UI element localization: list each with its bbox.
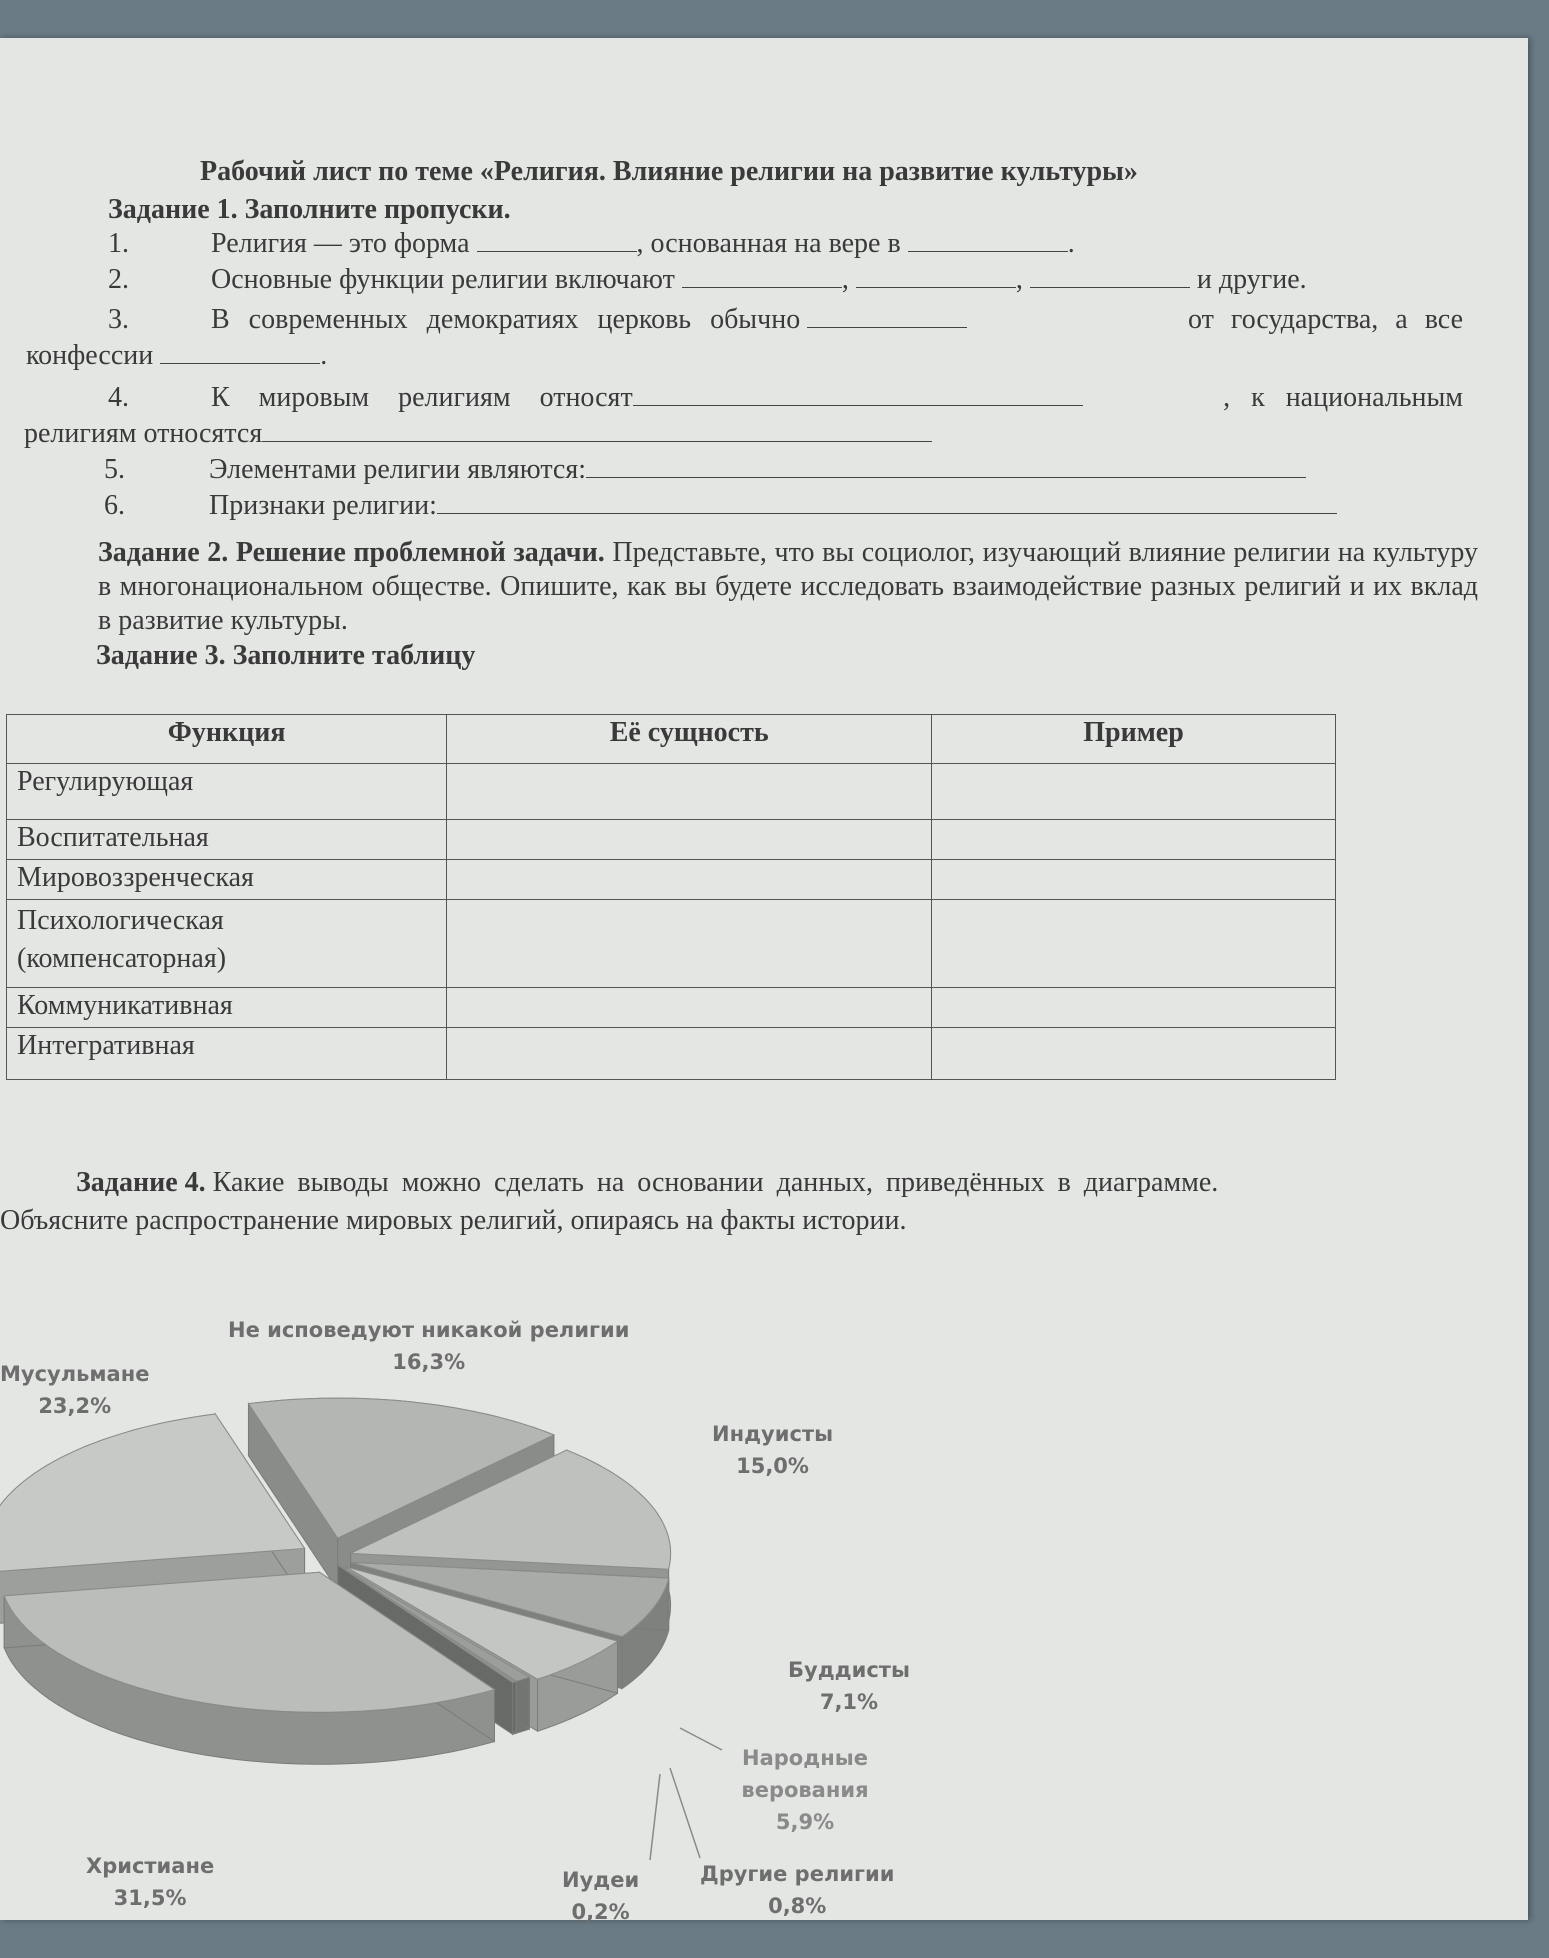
task2-text: Представьте, что вы социолог, изучающий влияние религии на культуру в многонациональном обществе. Опишите, как вы будете исследовать взаимодействие разных религий и их вклад в развитие культуры. [98,537,1479,636]
label-hindus [712,1418,833,1482]
function-name: Психологическая (компенсаторная) [7,900,447,988]
item-text: , [1015,264,1023,295]
function-name: Интегративная [7,1028,447,1080]
leader-line [680,1728,722,1750]
task3-heading: Задание 3. Заполните таблицу [96,640,476,671]
essence-cell[interactable] [447,820,932,860]
example-cell[interactable] [932,1028,1336,1080]
fill-blank[interactable] [437,512,1337,514]
slice-value: 23,2% [38,1394,112,1418]
task1-item-4 [108,382,1463,414]
example-cell[interactable] [932,988,1336,1028]
label-muslims [0,1358,149,1422]
label-jews [562,1864,639,1928]
item-text: религиям относятся [24,418,263,449]
item-number: 6. [104,490,125,521]
slice-value: 31,5% [113,1886,187,1910]
worksheet-title: Рабочий лист по теме «Религия. Влияние религии на развитие культуры» [200,156,1138,187]
fill-blank[interactable] [586,476,1306,478]
slice-label: Иудеи [562,1868,640,1892]
item-text: . [1067,228,1075,259]
slice-value: 0,2% [571,1900,630,1924]
label-other-religions [700,1858,894,1922]
slice-value: 15,0% [736,1454,809,1478]
slice-label: Индуисты [712,1422,834,1446]
item-number: 4. [108,382,129,413]
table-header-row [7,715,1336,764]
worksheet-page [0,38,1528,1924]
table-row [7,900,1336,988]
essence-cell[interactable] [447,988,932,1028]
item-text: Элементами религии являются: [209,454,586,485]
fill-blank[interactable] [682,286,842,288]
leader-line [650,1774,660,1860]
task1-item-3 [108,304,1463,336]
task1-heading: Задание 1. Заполните пропуски. [108,194,511,225]
table-row [7,860,1336,900]
fill-blank[interactable] [633,404,1083,406]
slice-label: Буддисты [788,1658,910,1682]
function-name: Коммуникативная [7,988,447,1028]
example-cell[interactable] [932,820,1336,860]
table-row [7,764,1336,820]
label-christians [86,1850,214,1914]
slice-label: Не исповедуют никакой религии [228,1318,630,1342]
column-header-function: Функция [7,715,447,764]
item-text: , основанная на вере в [636,228,901,259]
column-header-example: Пример [932,715,1336,764]
task1-item-2 [108,264,1307,296]
item-number: 2. [108,264,129,295]
label-no-religion [228,1314,629,1378]
item-number: 3. [108,304,129,335]
slice-label: Мусульмане [0,1362,150,1386]
slice-value: 5,9% [775,1810,835,1834]
item-text: В современных демократиях церковь обычно [211,304,801,335]
slice-label: Народные верования [741,1746,869,1802]
essence-cell[interactable] [447,860,932,900]
label-buddhists [788,1654,910,1718]
task1-item-5 [104,454,1306,486]
task4-heading: Задание 4. [76,1167,206,1198]
fill-blank[interactable] [477,250,637,252]
essence-cell[interactable] [447,764,932,820]
task1-item-1 [108,228,1075,260]
task4-block [0,1164,1510,1240]
slice-value: 0,8% [768,1894,827,1918]
table-row [7,1028,1336,1080]
item-number: 5. [104,454,125,485]
essence-cell[interactable] [447,900,932,988]
leader-line [670,1768,700,1858]
item-text: К мировым религиям относят [211,382,633,413]
item-text: , [841,264,849,295]
column-header-essence: Её сущность [447,715,932,764]
task2-block [98,536,1478,638]
fill-blank[interactable] [807,326,967,328]
task1-item-6 [104,490,1337,522]
functions-table [6,714,1336,1080]
item-text: конфессии [26,340,154,371]
function-name: Мировоззренческая [7,860,447,900]
task1-item-3-cont [26,340,327,372]
fill-blank[interactable] [262,440,932,442]
item-text: . [320,340,328,371]
item-text: от государства, а все [1188,304,1463,335]
item-number: 1. [108,228,129,259]
fill-blank[interactable] [856,286,1016,288]
item-text: Признаки религии: [209,490,437,521]
slice-value: 16,3% [392,1350,466,1374]
slice-label: Другие религии [700,1862,895,1886]
slice-label: Христиане [86,1854,215,1878]
item-text: Религия — это форма [211,228,470,259]
label-folk-beliefs [740,1742,870,1838]
task2-heading: Задание 2. Решение проблемной задачи. [98,537,605,568]
fill-blank[interactable] [908,250,1068,252]
religions-pie-chart [0,1298,940,1958]
table-row [7,988,1336,1028]
item-text: , к национальным [1223,382,1463,413]
slice-value: 7,1% [819,1690,879,1714]
essence-cell[interactable] [447,1028,932,1080]
example-cell[interactable] [932,900,1336,988]
item-text: Основные функции религии включают [211,264,675,295]
item-text: и другие. [1196,264,1307,295]
task1-item-4-cont [24,418,932,450]
example-cell[interactable] [932,764,1336,820]
function-name: Регулирующая [7,764,447,820]
task4-text-2: Объясните распространение мировых религий, опираясь на факты истории. [0,1205,907,1236]
example-cell[interactable] [932,860,1336,900]
table-row [7,820,1336,860]
fill-blank[interactable] [160,362,320,364]
function-name: Воспитательная [7,820,447,860]
task4-text-1: Какие выводы можно сделать на основании данных, приведённых в диаграмме. [212,1167,1219,1198]
fill-blank[interactable] [1030,286,1190,288]
